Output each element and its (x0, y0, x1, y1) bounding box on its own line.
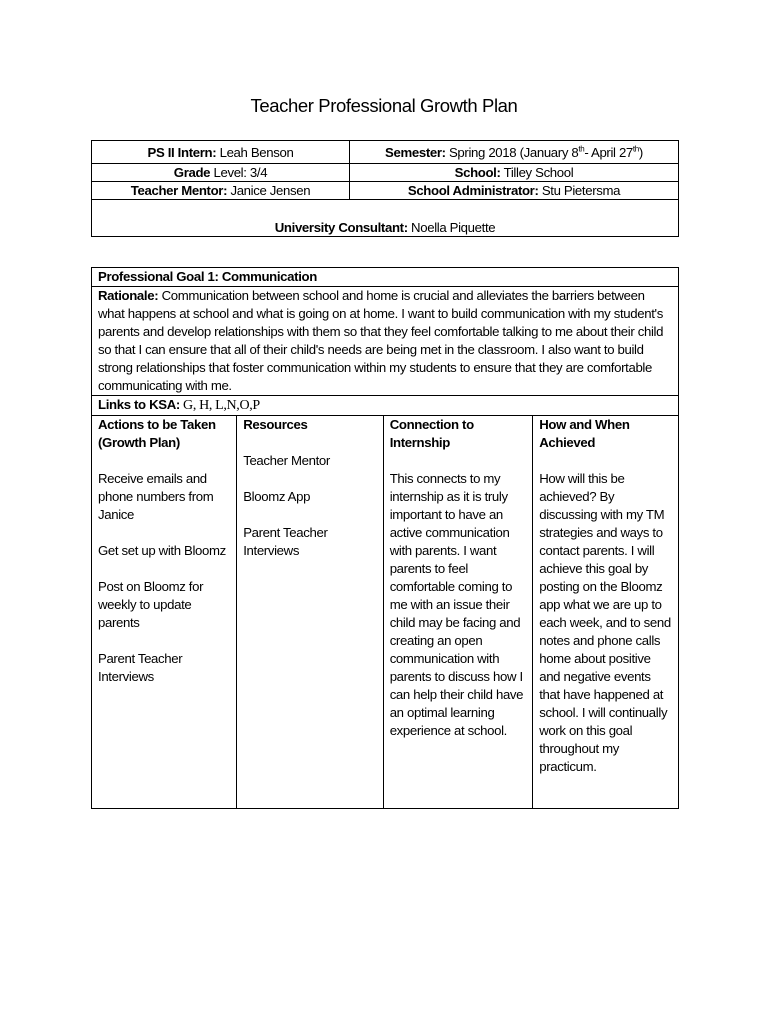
list-item: Bloomz App (243, 489, 311, 504)
ksa-cell: Links to KSA: G, H, L,N,O,P (92, 396, 679, 416)
grade-cell: Grade Level: 3/4 (92, 164, 350, 182)
ksa-value: G, H, L,N,O,P (179, 398, 260, 413)
school-cell: School: Tilley School (350, 164, 679, 182)
consultant-cell: University Consultant: Noella Piquette (92, 200, 679, 237)
rationale-cell: Rationale: Communication between school and home is crucial and alleviates the barriers between what happens at school and what is going on at home. I want to build communication with my student's parents and develop relationships with them so that they feel comfortable talking to me about their child so that I can ensure that all of their child's needs are being met in the classroom. I also want to build strong relationships that foster communication within my students to ensure that they are comfortable communicating with me. (92, 287, 679, 396)
list-item: Post on Bloomz for weekly to update parents (98, 579, 204, 630)
how-text: How will this be achieved? By discussing with my TM strategies and ways to contact parents. I will achieve this goal by posting on the Bloomz app what we are up to each week, and to send notes and phone calls home about positive and negative events that have happened at school. I will continually work on this goal throughout my practicum. (539, 471, 671, 774)
rationale-text: Communication between school and home is crucial and alleviates the barriers between what happens at school and what is going on at home. I want to build communication with my student's parents and develop relationships with them so that they feel comfortable talking to me about their child so that I can ensure that all of their child's needs are being met in the classroom. I also want to build strong relationships that foster communication within my students to ensure that they are comfortable communicating with me. (98, 288, 664, 393)
resources-column (237, 416, 383, 809)
growth-plan-table (91, 267, 679, 809)
goal-heading: Professional Goal 1: Communication (92, 268, 679, 287)
page-title: Teacher Professional Growth Plan (250, 95, 518, 116)
list-item: Parent Teacher Interviews (98, 651, 183, 684)
actions-column (92, 416, 237, 809)
semester-cell: Semester: Spring 2018 (January 8th- April 27th) (350, 141, 679, 164)
mentor-cell: Teacher Mentor: Janice Jensen (92, 182, 350, 200)
intern-info-table (91, 140, 679, 237)
actions-header: Actions to be Taken (Growth Plan) (98, 417, 216, 450)
intern-cell: PS II Intern: Leah Benson (92, 141, 350, 164)
list-item: Teacher Mentor (243, 453, 330, 468)
how-column (533, 416, 679, 809)
connection-text: This connects to my internship as it is truly important to have an active communication with parents. I want parents to feel comfortable coming to me with an issue their child may be facing and creating an open communication with parents to discuss how I can help their child have an optimal learning experience at school. (389, 471, 524, 738)
connection-header: Connection to Internship (389, 417, 474, 450)
resources-header: Resources (243, 417, 308, 432)
admin-cell: School Administrator: Stu Pietersma (350, 182, 679, 200)
list-item: Parent Teacher Interviews (243, 525, 328, 558)
intern-name: Leah Benson (216, 144, 294, 160)
how-header: How and When Achieved (539, 417, 630, 450)
list-item: Get set up with Bloomz (98, 543, 226, 558)
list-item: Receive emails and phone numbers from Janice (98, 471, 214, 522)
connection-column (383, 416, 533, 809)
